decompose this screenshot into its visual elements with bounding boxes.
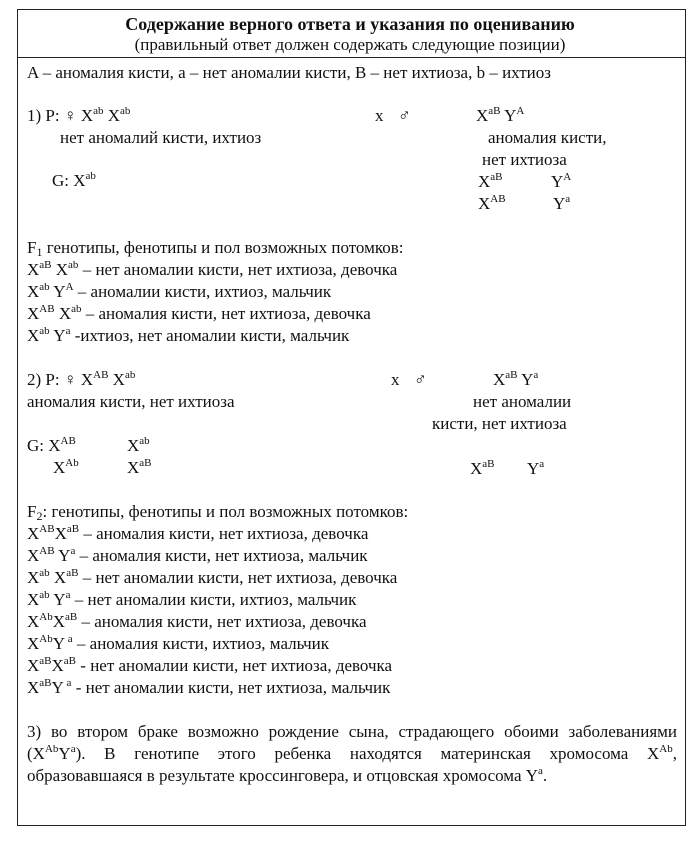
- allele-legend: A – аномалия кисти, а – нет аномалии кисти, В – нет ихтиоза, b – ихтиоз: [27, 63, 551, 82]
- cross2-gamete: $X^{ab}$: [127, 435, 150, 455]
- f2-offspring-row: $X^{AB}$ $Y^a$ – аномалия кисти, нет ихтиоза, мальчик: [27, 545, 368, 565]
- cross2-gamete: G: $X^{AB}$: [27, 435, 76, 455]
- cross1-gamete: $X^{aB}$: [478, 171, 503, 191]
- cross2-mother-phenotype: аномалия кисти, нет ихтиоза: [27, 392, 235, 411]
- cross2-father-phenotype-line1: нет аномалии: [473, 392, 572, 411]
- f2-heading: F2: генотипы, фенотипы и пол возможных потомков:: [27, 502, 409, 523]
- f1-offspring-row: $X^{ab}$ $Y^a$ -ихтиоз, нет аномалии кисти, мальчик: [27, 325, 350, 345]
- male-symbol-icon: ♂: [398, 106, 411, 125]
- cross1-gamete: $Y^A$: [551, 171, 572, 191]
- f2-offspring-row: $X^{AB}X^{aB}$ – аномалия кисти, нет ихтиоза, девочка: [27, 523, 369, 543]
- f1-heading: F1 генотипы, фенотипы и пол возможных потомков:: [27, 238, 404, 259]
- page-title: Содержание верного ответа и указания по оцениванию: [125, 14, 575, 34]
- f2-offspring-row: $X^{aB}X^{aB}$ - нет аномалии кисти, нет ихтиоза, девочка: [27, 655, 393, 675]
- cross2-gamete: $X^{aB}$: [470, 458, 495, 478]
- f2-offspring-row: $X^{Ab}Y$ $^a$ – аномалия кисти, ихтиоз, мальчик: [27, 633, 329, 653]
- cross2-gamete: $X^{Ab}$: [53, 457, 79, 477]
- cross2-cross-sign: x: [391, 370, 400, 389]
- cross2-gamete: $X^{aB}$: [127, 457, 152, 477]
- cross2-gamete: $Y^a$: [527, 458, 545, 478]
- page-subtitle: (правильный ответ должен содержать следующие позиции): [134, 35, 566, 54]
- f2-offspring-row: $X^{aB}Y$ $^a$ - нет аномалии кисти, нет ихтиоза, мальчик: [27, 677, 391, 697]
- f1-offspring-row: $X^{AB}$ $X^{ab}$ – аномалия кисти, нет ихтиоза, девочка: [27, 303, 371, 323]
- cross1-gamete: $X^{AB}$: [478, 193, 506, 213]
- cross1-father-genotype: $X^{aB}$ $Y^A$: [476, 105, 525, 125]
- cross2-father-phenotype-line2: кисти, нет ихтиоза: [432, 414, 567, 433]
- male-symbol-icon: ♂: [414, 370, 427, 389]
- header-divider: [17, 57, 686, 58]
- f2-offspring-row: $X^{ab}$ $X^{aB}$ – нет аномалии кисти, нет ихтиоза, девочка: [27, 567, 398, 587]
- cross1-mother-phenotype: нет аномалий кисти, ихтиоз: [60, 128, 262, 147]
- cross2-father-genotype: $X^{aB}$ $Y^a$: [493, 369, 539, 389]
- cross2-mother-genotype: 2) P: ♀ $X^{AB}$ $X^{ab}$: [27, 369, 136, 389]
- cross1-mother-genotype: 1) P: ♀ $X^{ab}$ $X^{ab}$: [27, 105, 131, 125]
- cross1-father-phenotype-line1: аномалия кисти,: [488, 128, 607, 147]
- cross1-gametes-mother: G: $X^{ab}$: [52, 170, 96, 190]
- f2-offspring-row: $X^{ab}$ $Y^a$ – нет аномалии кисти, ихтиоз, мальчик: [27, 589, 357, 609]
- cross1-gamete: $Y^a$: [553, 193, 571, 213]
- f1-offspring-row: $X^{aB}$ $X^{ab}$ – нет аномалии кисти, нет ихтиоза, девочка: [27, 259, 398, 279]
- f2-offspring-row: $X^{Ab}X^{aB}$ – аномалия кисти, нет ихтиоза, девочка: [27, 611, 367, 631]
- f1-offspring-row: $X^{ab}$ $Y^A$ – аномалии кисти, ихтиоз, мальчик: [27, 281, 332, 301]
- cross1-cross-sign: x: [375, 106, 384, 125]
- cross1-father-phenotype-line2: нет ихтиоза: [482, 150, 567, 169]
- conclusion-paragraph: 3) во втором браке возможно рождение сына, страдающего обоими заболеваниями $(X^{Ab}Y^a)$. В генотипе этого ребенка находятся материнская хромосома $X^{Ab}$, образовавшаяся в результате кроссинговера, и отцовская хромосома $Y^a$.: [27, 722, 677, 785]
